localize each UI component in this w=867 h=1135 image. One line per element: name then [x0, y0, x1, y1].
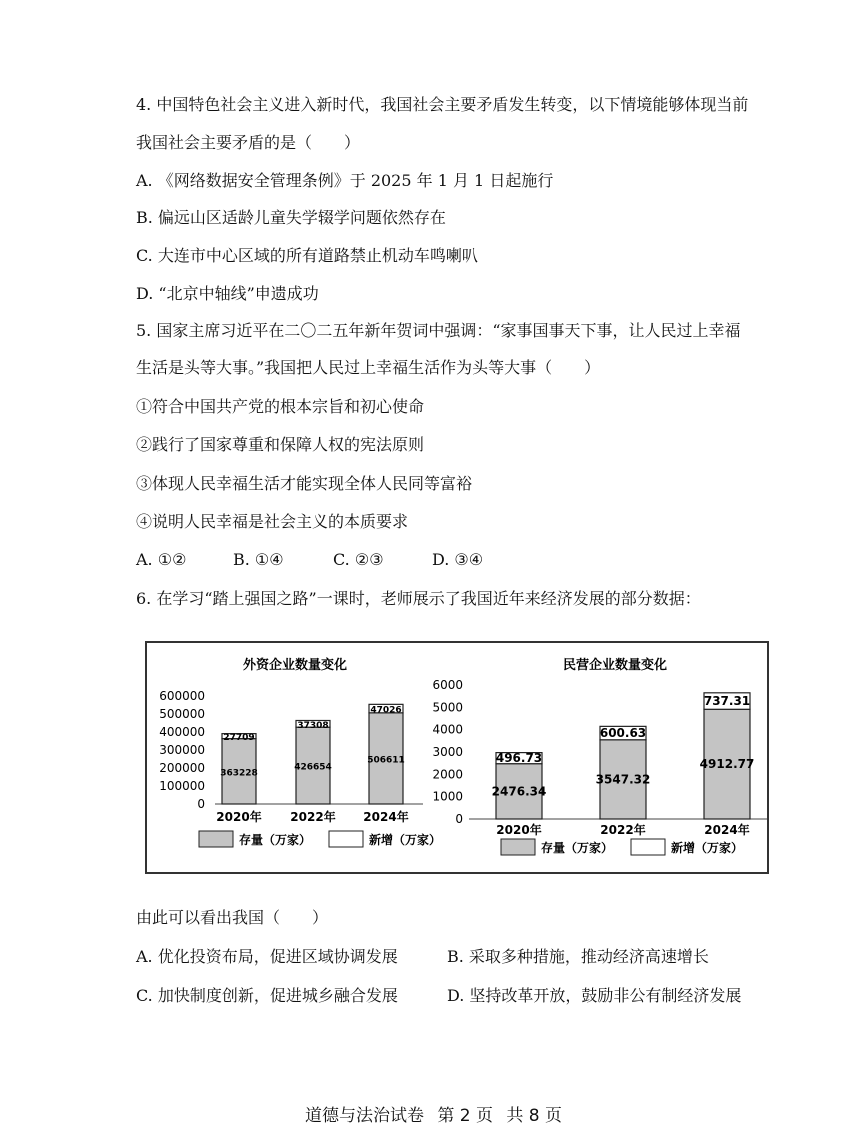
q5-stem-line-2: 生活是头等大事。”我国把人民过上幸福生活作为头等大事（ ）: [136, 358, 601, 377]
page-footer: [0, 1101, 867, 1126]
footer-page: 第 2 页: [437, 1106, 493, 1126]
chart1-label-stock: 363228: [220, 768, 258, 779]
q6-option-b: B. 采取多种措施，推动经济高速增长: [447, 947, 709, 966]
q4-option-d: D. “北京中轴线”申遗成功: [136, 284, 319, 303]
chart2-ytick-label: 0: [455, 812, 463, 826]
q5-option-b: B. ①④: [233, 550, 284, 569]
chart2-legend-swatch-stock: [501, 839, 535, 855]
chart2-label-stock: 3547.32: [595, 772, 651, 787]
q4-option-c: C. 大连市中心区域的所有道路禁止机动车鸣喇叭: [136, 246, 478, 265]
chart2-label-stock: 2476.34: [491, 784, 547, 799]
footer-subject: 道德与法治试卷: [304, 1106, 424, 1126]
chart1-label-stock: 506611: [367, 755, 405, 766]
chart2-ytick-label: 1000: [432, 789, 463, 804]
chart2-legend-label-new: 新增（万家）: [671, 841, 744, 855]
chart1-title: 外资企业数量变化: [242, 658, 348, 673]
q4-option-a: A. 《网络数据安全管理条例》于 2025 年 1 月 1 日起施行: [136, 171, 554, 190]
q6-stem: 6. 在学习“踏上强国之路”一课时，老师展示了我国近年来经济发展的部分数据：: [136, 589, 701, 608]
q5-item-4: ④说明人民幸福是社会主义的本质要求: [136, 512, 409, 531]
q5-stem-line-1: 5. 国家主席习近平在二〇二五年新年贺词中强调：“家事国事天下事，让人民过上幸福: [136, 321, 741, 340]
chart1-legend-label-stock: 存量（万家）: [239, 833, 312, 847]
chart1-label-new: 37308: [297, 720, 329, 731]
chart1-category-label: 2024年: [363, 810, 409, 824]
chart1-ytick-label: 600000: [159, 689, 205, 703]
chart2-ytick-label: 3000: [432, 745, 463, 759]
q5-option-c: C. ②③: [333, 550, 384, 569]
chart1-ytick-label: 100000: [159, 779, 205, 793]
chart2-category-label: 2020年: [496, 823, 542, 837]
chart1-legend-swatch-stock: [199, 831, 233, 847]
chart2-ytick-label: 6000: [432, 678, 463, 692]
chart2-label-new: 600.63: [599, 726, 647, 741]
chart2-legend-label-stock: 存量（万家）: [541, 841, 614, 855]
q4-option-b: B. 偏远山区适龄儿童失学辍学问题依然存在: [136, 208, 446, 227]
q5-option-d: D. ③④: [432, 550, 484, 569]
q4-stem-line-1: 4. 中国特色社会主义进入新时代，我国社会主要矛盾发生转变，以下情境能够体现当前: [136, 95, 749, 114]
q5-item-1: ①符合中国共产党的根本宗旨和初心使命: [136, 397, 425, 416]
chart-figure: [145, 641, 769, 874]
q5-item-2: ②践行了国家尊重和保障人权的宪法原则: [136, 435, 425, 454]
chart1-label-new: 47026: [370, 705, 402, 716]
chart2-ytick-label: 2000: [432, 767, 463, 782]
chart1-category-label: 2022年: [290, 810, 336, 824]
chart2-label-new: 737.31: [703, 694, 751, 709]
q5-option-a: A. ①②: [136, 550, 187, 569]
chart2-ytick-label: 5000: [432, 700, 463, 715]
chart2-ytick-label: 4000: [432, 722, 463, 737]
chart1-label-new: 27709: [223, 733, 255, 744]
q6-option-a: A. 优化投资布局，促进区域协调发展: [136, 947, 398, 966]
chart1-legend-swatch-new: [329, 831, 363, 847]
chart1-ytick-label: 400000: [159, 725, 205, 739]
q6-option-c: C. 加快制度创新，促进城乡融合发展: [136, 986, 398, 1005]
chart1-label-stock: 426654: [294, 762, 332, 773]
q4-stem-line-2: 我国社会主要矛盾的是（ ）: [136, 133, 361, 152]
chart2-title: 民营企业数量变化: [562, 658, 668, 673]
chart1-ytick-label: 500000: [159, 707, 205, 721]
chart-svg: [147, 643, 767, 872]
chart1-category-label: 2020年: [216, 810, 262, 824]
footer-total: 共 8 页: [506, 1106, 563, 1126]
chart2-category-label: 2024年: [704, 823, 750, 837]
chart2-category-label: 2022年: [600, 823, 646, 837]
chart2-label-new: 496.73: [495, 751, 543, 766]
chart2-label-stock: 4912.77: [699, 757, 755, 772]
chart1-ytick-label: 0: [197, 797, 205, 811]
chart1-legend-label-new: 新增（万家）: [369, 833, 442, 847]
chart2-legend-swatch-new: [631, 839, 665, 855]
chart1-ytick-label: 200000: [159, 761, 205, 775]
q6-option-d: D. 坚持改革开放，鼓励非公有制经济发展: [447, 986, 742, 1005]
q5-item-3: ③体现人民幸福生活才能实现全体人民同等富裕: [136, 474, 473, 493]
chart1-ytick-label: 300000: [159, 743, 205, 757]
q6-followup: 由此可以看出我国（ ）: [136, 908, 329, 927]
